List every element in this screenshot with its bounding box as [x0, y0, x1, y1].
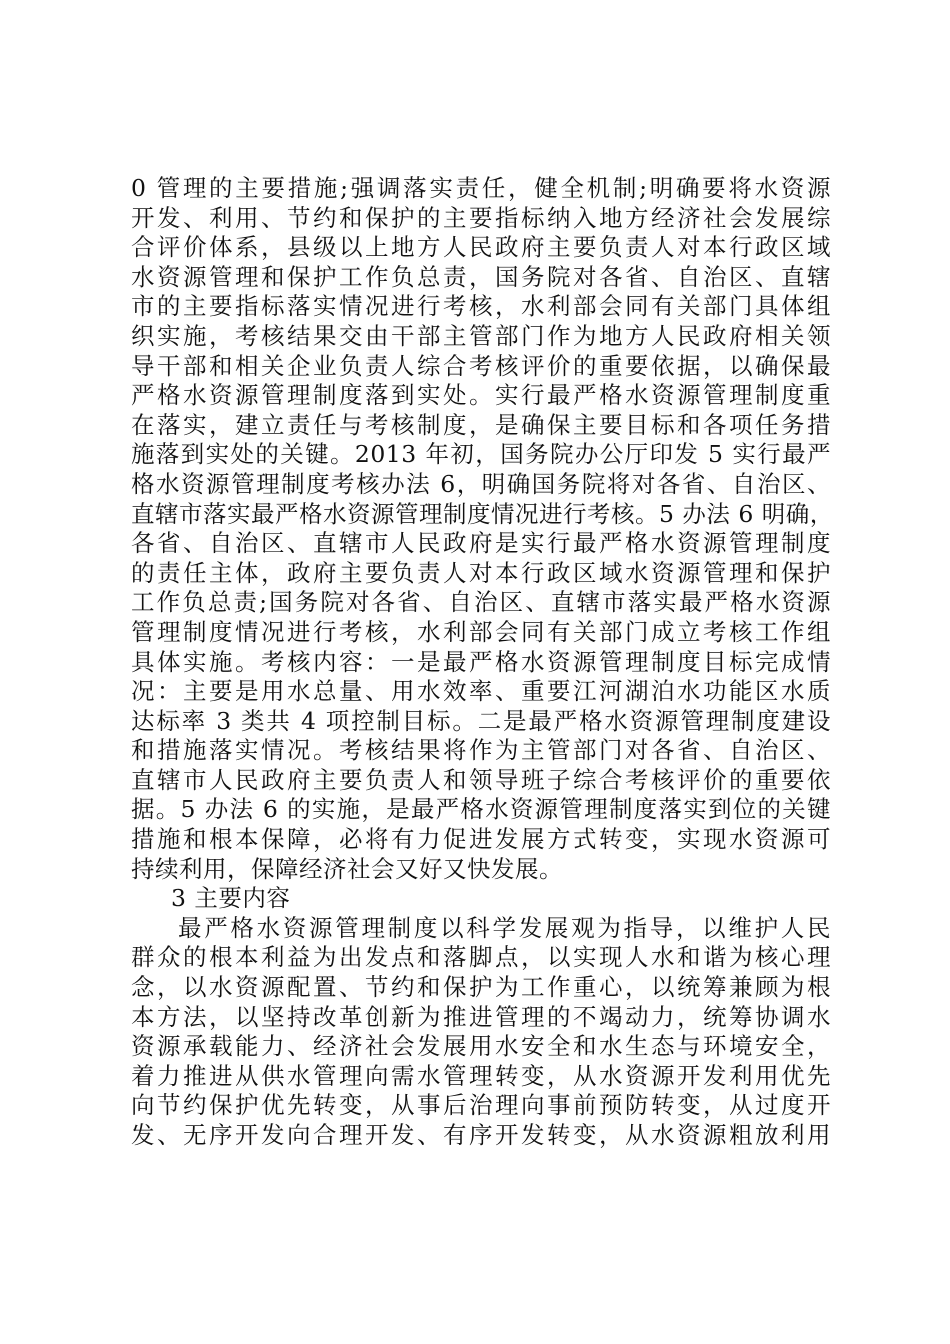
paragraph-line: 念，以水资源配置、节约和保护为工作重心，以统筹兼顾为根: [131, 973, 831, 1002]
paragraph-line: 市的主要指标落实情况进行考核，水利部会同有关部门具体组: [131, 292, 831, 321]
paragraph-line: 在落实，建立责任与考核制度，是确保主要目标和各项任务措: [131, 410, 831, 439]
paragraph-line: 严格水资源管理制度落到实处。实行最严格水资源管理制度重: [131, 381, 831, 410]
paragraph-line: 向节约保护优先转变，从事后治理向事前预防转变，从过度开: [131, 1091, 831, 1120]
paragraph-line: 0 管理的主要措施;强调落实责任，健全机制;明确要将水资源: [131, 174, 831, 202]
section-heading: 3 主要内容: [171, 884, 291, 913]
paragraph-line: 着力推进从供水管理向需水管理转变，从水资源开发利用优先: [131, 1061, 831, 1090]
paragraph-line: 水资源管理和保护工作负总责，国务院对各省、自治区、直辖: [131, 262, 831, 291]
paragraph-line: 发、无序开发向合理开发、有序开发转变，从水资源粗放利用: [131, 1121, 831, 1149]
paragraph-line: 据。5 办法 6 的实施，是最严格水资源管理制度落实到位的关键: [131, 795, 831, 824]
paragraph-line: 资源承载能力、经济社会发展用水安全和水生态与环境安全，: [131, 1032, 831, 1061]
paragraph-line: 合评价体系，县级以上地方人民政府主要负责人对本行政区域: [131, 233, 831, 262]
paragraph-line: 的责任主体，政府主要负责人对本行政区域水资源管理和保护: [131, 558, 831, 587]
paragraph-line: 施落到实处的关键。2013 年初，国务院办公厅印发 5 实行最严: [131, 440, 831, 469]
paragraph-line: 开发、利用、节约和保护的主要指标纳入地方经济社会发展综: [131, 203, 831, 232]
paragraph-line: 措施和根本保障，必将有力促进发展方式转变，实现水资源可: [131, 825, 831, 854]
paragraph-line: 和措施落实情况。考核结果将作为主管部门对各省、自治区、: [131, 736, 831, 765]
paragraph-line: 管理制度情况进行考核，水利部会同有关部门成立考核工作组: [131, 617, 831, 646]
paragraph-line: 格水资源管理制度考核办法 6，明确国务院将对各省、自治区、: [131, 469, 831, 498]
paragraph-line: 直辖市人民政府主要负责人和领导班子综合考核评价的重要依: [131, 765, 831, 794]
paragraph-line: 达标率 3 类共 4 项控制目标。二是最严格水资源管理制度建设: [131, 706, 831, 735]
paragraph-line: 具体实施。考核内容：一是最严格水资源管理制度目标完成情: [131, 647, 831, 676]
paragraph-line: 工作负总责;国务院对各省、自治区、直辖市落实最严格水资源: [131, 588, 831, 617]
paragraph-line: 直辖市落实最严格水资源管理制度情况进行考核。5 办法 6 明确，: [131, 499, 834, 528]
document-body: [131, 174, 834, 1151]
paragraph-line: 最严格水资源管理制度以科学发展观为指导，以维护人民: [178, 913, 831, 942]
paragraph-line: 各省、自治区、直辖市人民政府是实行最严格水资源管理制度: [131, 529, 831, 558]
paragraph-line: 本方法，以坚持改革创新为推进管理的不竭动力，统筹协调水: [131, 1002, 831, 1031]
paragraph-line: 况：主要是用水总量、用水效率、重要江河湖泊水功能区水质: [131, 677, 831, 706]
paragraph-line: 导干部和相关企业负责人综合考核评价的重要依据，以确保最: [131, 351, 831, 380]
paragraph-line: 群众的根本利益为出发点和落脚点，以实现人水和谐为核心理: [131, 943, 831, 972]
paragraph-line: 织实施，考核结果交由干部主管部门作为地方人民政府相关领: [131, 321, 831, 350]
paragraph-line: 持续利用，保障经济社会又好又快发展。: [131, 854, 563, 883]
